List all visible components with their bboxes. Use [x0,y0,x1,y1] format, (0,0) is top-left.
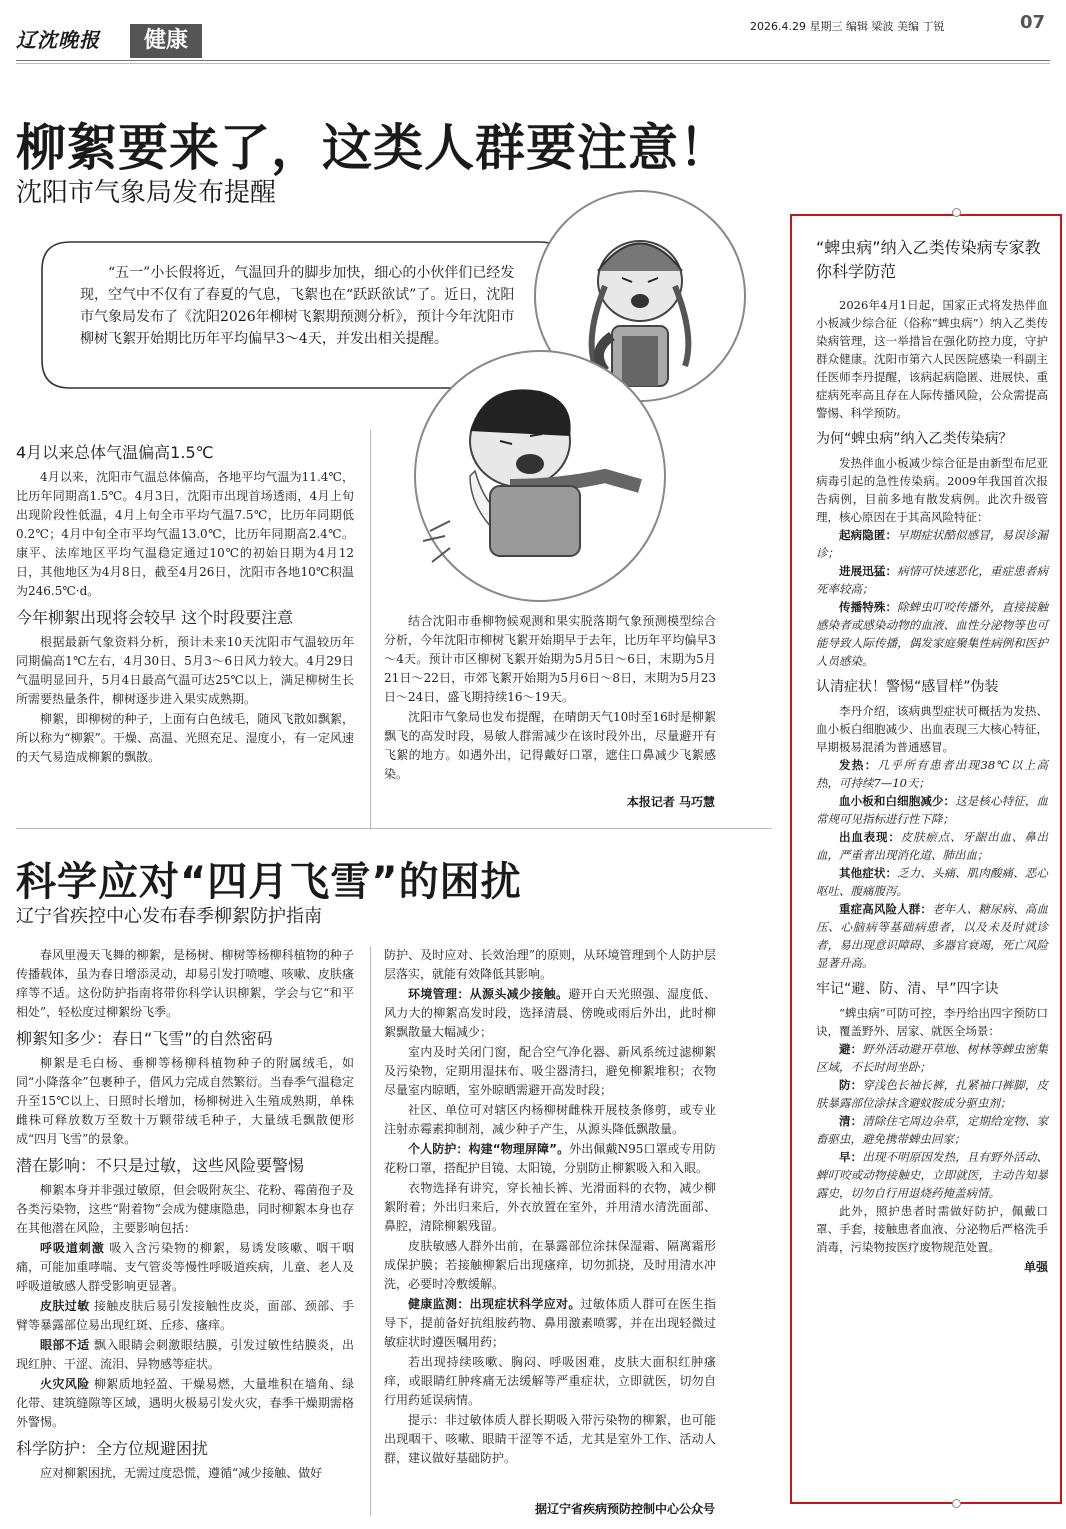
sneezing-children-illustration [390,186,770,606]
sidebar-section1-text: 发热伴血小板减少综合征是由新型布尼亚病毒引起的急性传染病。2009年我国首次报告病例，目前多地有散发病例。此次升级管理，核心原因在于其高风险特征： [816,456,1048,524]
personal-protection-lead: 个人防护：构建“物理屏障”。 [408,1142,570,1156]
symptom-other: 其他症状：乏力、头痛、肌肉酸痛、恶心呕吐、腹痛腹泻。 [816,866,1049,898]
risk-respiratory: 呼吸道刺激 吸入含污染物的柳絮，易诱发咳嗽、咽干咽痛，可能加重哮喘、支气管炎等慢性呼吸道疾病，儿童、老人及呼吸道敏感人群受影响更显著。 [16,1241,354,1293]
personal-protection: 个人防护：构建“物理屏障”。外出佩戴N95口罩或专用防花粉口罩，搭配护目镜、太阳镜，分别防止柳絮吸入和入眼。 [384,1142,716,1175]
article1-byline: 本报记者 马巧慧 [626,795,715,809]
section-tag: 健康 [130,24,202,58]
risk-skin: 皮肤过敏 接触皮肤后易引发接触性皮炎，面部、颈部、手臂等暴露部位易出现红斑、丘疹、瘙痒。 [16,1299,354,1332]
severe-symptoms-text: 若出现持续咳嗽、胸闷、呼吸困难，皮肤大面积红肿瘙痒，或眼睛红肿疼痛无法缓解等严重症状，立即就医，切勿自行用药延误病情。 [384,1355,716,1407]
symptom-bleeding: 出血表现：皮肤瘀点、牙龈出血、鼻出血，严重者出现消化道、肺出血； [816,830,1048,862]
tip-text: 提示：非过敏体质人群长期吸入带污染物的柳絮，也可能出现咽干、咳嗽、眼睛干涩等不适，尤其是室外工作、活动人群，建议做好基础防护。 [384,1413,716,1465]
article1-reminder-text: 沈阳市气象局也发布提醒，在晴朗天气10时至16时是柳絮飘飞的高发时段，易敏人群需减少在该时段外出，尽量避开有飞絮的地方。如遇外出，记得戴好口罩，遮住口鼻减少飞絮感染。 [384,710,716,781]
tip-avoid: 避：野外活动避开草地、树林等蜱虫密集区域，不长时间坐卧； [816,1042,1049,1074]
article1-section1-title: 4月以来总体气温偏高1.5℃ [16,443,214,462]
env-management-lead: 环境管理：从源头减少接触。 [408,987,569,1001]
risk-fire-lead: 火灾风险 [40,1377,90,1391]
tip-early: 早：出现不明原因发热，且有野外活动、蜱叮咬或动物接触史，立即就医，主动告知暴露史，切勿自行用退烧药掩盖病情。 [816,1150,1049,1200]
header-info: 2026.4.29 星期三 编辑 梁波 美编 丁锐 [750,20,945,33]
article1-left-column [16,436,354,768]
header-rule [16,60,1050,61]
article2-section3-title: 科学防护：全方位规避困扰 [16,1439,209,1458]
article1-section2-text1: 根据最新气象资料分析，预计未来10天沈阳市气温较历年同期偏高1℃左右，4月30日、5月3～6日风力较大。4月29日气温明显回升，5月4日最高气温可达25℃以上，满足柳树生长所需要热量条件，柳树逐步进入果实成熟期。 [16,635,354,706]
article2-headline: 科学应对“四月飞雪”的困扰 [16,859,522,905]
risk-fire: 火灾风险 柳絮质地轻盈、干燥易燃，大量堆积在墙角、绿化带、建筑缝隙等区域，遇明火极易引发火灾，春季干燥期需格外警惕。 [16,1377,354,1429]
sidebar-section3-title: 牢记“避、防、清、早”四字诀 [816,981,999,997]
sidebar-section2-text: 李丹介绍，该病典型症状可概括为发热、血小板白细胞减少、出血表现三大核心特征，早期极易混淆为普通感冒。 [816,704,1048,754]
symptom-platelets: 血小板和白细胞减少：这是核心特征，血常规可见指标进行性下降； [816,794,1049,826]
sidebar-section2-title: 认清症状！警惕“感冒样”伪装 [816,679,999,695]
article1-forecast-text: 结合沈阳市垂柳物候观测和果实脱落期气象预测模型综合分析，今年沈阳市柳树飞絮开始期早于去年，比历年平均偏早3～4天。预计市区柳树飞絮开始期为5月5日～6日，末期为5月21日～22日，市郊飞絮开始期为5月6日～8日，末期为5月23日～24日，盛飞期持续16～19天。 [384,614,716,704]
env-community-text: 社区、单位可对辖区内杨柳树雌株开展枝条修剪，或专业注射赤霉素抑制剂，减少种子产生，从源头降低飘散量。 [384,1103,716,1136]
sidebar-top-circle [952,208,961,217]
risk-eye-lead: 眼部不适 [40,1338,90,1352]
article2-left-column [16,946,354,1484]
sidebar-section1-title: 为何“蜱虫病”纳入乙类传染病？ [816,431,1013,447]
sidebar-content [816,236,1048,1275]
env-indoor-text: 室内及时关闭门窗，配合空气净化器、新风系统过滤柳絮及污染物，定期用湿抹布、吸尘器清扫，避免柳絮堆积；衣物尽量室内晾晒，室外晾晒需避开高发时段； [384,1045,716,1097]
skin-care-text: 皮肤敏感人群外出前，在暴露部位涂抹保湿霜、隔离霜形成保护膜；若接触柳絮后出现瘙痒，切勿抓挠，及时用清水冲洗，必要时冷敷缓解。 [384,1239,716,1291]
header-rule-thin [16,63,1050,64]
risk-respiratory-lead: 呼吸道刺激 [40,1241,105,1255]
article2-section2-text: 柳絮本身并非强过敏原，但会吸附灰尘、花粉、霉菌孢子及各类污染物，这些“附着物”会成为健康隐患，同时柳絮本身也存在其他潜在风险，主要影响包括： [16,1183,354,1235]
article2-intro: 春风里漫天飞舞的柳絮，是杨树、柳树等杨柳科植物的种子传播载体，虽为春日增添灵动，却易引发打喷嚏、咳嗽、皮肤瘙痒等不适。这份防护指南将带你科学认识柳絮，学会与它“和平相处”，轻松度过柳絮纷飞季。 [16,948,354,1019]
article-separator [16,828,772,829]
article1-subhead: 沈阳市气象局发布提醒 [16,178,277,208]
sidebar-title: “蜱虫病”纳入乙类传染病专家教你科学防范 [816,238,1041,281]
sidebar-byline: 单强 [1023,1260,1048,1274]
risk-skin-lead: 皮肤过敏 [40,1299,90,1313]
sidebar-closing-text: 此外，照护患者时需做好防护，佩戴口罩、手套，接触患者血液、分泌物后严格洗手消毒，污染物按医疗废物规范处置。 [816,1204,1048,1254]
feature-onset: 起病隐匿：早期症状酷似感冒，易误诊漏诊； [816,528,1049,560]
sidebar-section3-text: “蜱虫病”可防可控，李丹给出四字预防口诀，覆盖野外、居家、就医全场景： [816,1006,1048,1038]
env-management: 环境管理：从源头减少接触。避开白天光照强、湿度低、风力大的柳絮高发时段，选择清晨、傍晚或雨后外出，此时柳絮飘散量大幅减少； [384,987,716,1039]
sidebar-intro: 2026年4月1日起，国家正式将发热伴血小板减少综合征（俗称“蜱虫病”）纳入乙类传染病管理，这一举措旨在强化防控力度，守护群众健康。沈阳市第六人民医院感染一科副主任医师李丹提醒，该病起病隐匿、进展快、重症病死率高且存在人际传播风险，公众需提高警惕、科学预防。 [816,298,1048,420]
column-divider [370,430,371,830]
feature-progress: 进展迅猛：病情可快速恶化，重症患者病死率较高； [816,564,1049,596]
article2-section1-text: 柳絮是毛白杨、垂柳等杨柳科植物种子的附属绒毛，如同“小降落伞”包裹种子，借风力完成自然繁衍。当春季气温稳定升至15℃以上、日照时长增加，杨柳树进入生殖成熟期，单株雌株可释放数万至数十万颗带绒毛种子，大量绒毛飘散便形成“四月飞雪”的景象。 [16,1056,354,1146]
article2-continued-text: 防护、及时应对、长效治理”的原则，从环境管理到个人防护层层落实，就能有效降低其影响。 [384,948,716,981]
health-monitoring: 健康监测：出现症状科学应对。过敏体质人群可在医生指导下，提前备好抗组胺药物、鼻用激素喷雾，并在出现轻微过敏症状时遵医嘱用药； [384,1297,716,1349]
article1-intro: “五一”小长假将近，气温回升的脚步加快，细心的小伙伴们已经发现，空气中不仅有了春夏的气息，飞絮也在“跃跃欲试”了。近日，沈阳市气象局发布了《沈阳2026年柳树飞絮期预测分析》，预计今年沈阳市柳树飞絮开始期比历年平均偏早3～4天，并发出相关提醒。 [80,265,515,347]
sidebar-bottom-circle [952,1499,961,1508]
clothing-text: 衣物选择有讲究，穿长袖长裤、光滑面料的衣物，减少柳絮附着；外出归来后，外衣放置在室外，并用清水清洗面部、鼻腔，清除柳絮残留。 [384,1181,716,1233]
tip-clean: 清：清除住宅周边杂草，定期给宠物、家畜驱虫，避免携带蜱虫回家； [816,1114,1049,1146]
article2-subhead: 辽宁省疾控中心发布春季柳絮防护指南 [16,906,322,927]
article2-source: 据辽宁省疾病预防控制中心公众号 [534,1502,715,1516]
feature-transmission: 传播特殊：除蜱虫叮咬传播外，直接接触感染者或感染动物的血液、血性分泌物等也可能导致人际传播，偶发家庭聚集性病例和医护人员感染。 [816,600,1049,668]
article2-section2-title: 潜在影响：不只是过敏，这些风险要警惕 [16,1156,305,1175]
article2-section3-text: 应对柳絮困扰，无需过度恐慌，遵循“减少接触、做好 [40,1466,323,1480]
paper-logo: 辽沈晚报 [16,28,100,52]
risk-eye: 眼部不适 飘入眼睛会刺激眼结膜，引发过敏性结膜炎，出现红肿、干涩、流泪、异物感等症状。 [16,1338,354,1371]
article1-section2-title: 今年柳絮出现将会较早 这个时段要注意 [16,608,294,627]
article1-headline: 柳絮要来了，这类人群要注意！ [16,119,730,177]
article2-middle-column [384,946,716,1469]
symptom-high-risk: 重症高风险人群：老年人、糖尿病、高血压、心脑病等基础病患者，以及未及时就诊者，易出现意识障碍、多器官衰竭，死亡风险显著升高。 [816,902,1049,970]
health-monitoring-lead: 健康监测：出现症状科学应对。 [408,1297,581,1311]
article1-section2-text2: 柳絮，即柳树的种子，上面有白色绒毛，随风飞散如飘絮，所以称为“柳絮”。干燥、高温、光照充足、湿度小，有一定风速的天气易造成柳絮的飘散。 [16,712,354,764]
symptom-fever: 发热：几乎所有患者出现38℃以上高热，可持续7—10天； [816,758,1049,790]
article1-section1-text: 4月以来，沈阳市气温总体偏高，各地平均气温为11.4℃，比历年同期高1.5℃。4月3日，沈阳市出现首场透雨，4月上旬出现阶段性低温，4月上旬全市平均气温7.5℃，比历年同期低0.2℃；4月中旬全市平均气温13.0℃，比历年同期高2.4℃。康平、法库地区平均气温稳定通过10℃的初始日期为4月12日，其他地区为4月8日，截至4月26日，沈阳市各地10℃积温为246.5℃·d。 [16,470,354,598]
tip-protect: 防：穿浅色长袖长裤，扎紧袖口裤脚，皮肤暴露部位涂抹含避蚊胺成分驱虫剂； [816,1078,1049,1110]
article1-middle-column [384,612,716,785]
page-number: 07 [1020,12,1046,33]
article2-section1-title: 柳絮知多少：春日“飞雪”的自然密码 [16,1029,273,1048]
column-divider-2 [370,946,371,1516]
